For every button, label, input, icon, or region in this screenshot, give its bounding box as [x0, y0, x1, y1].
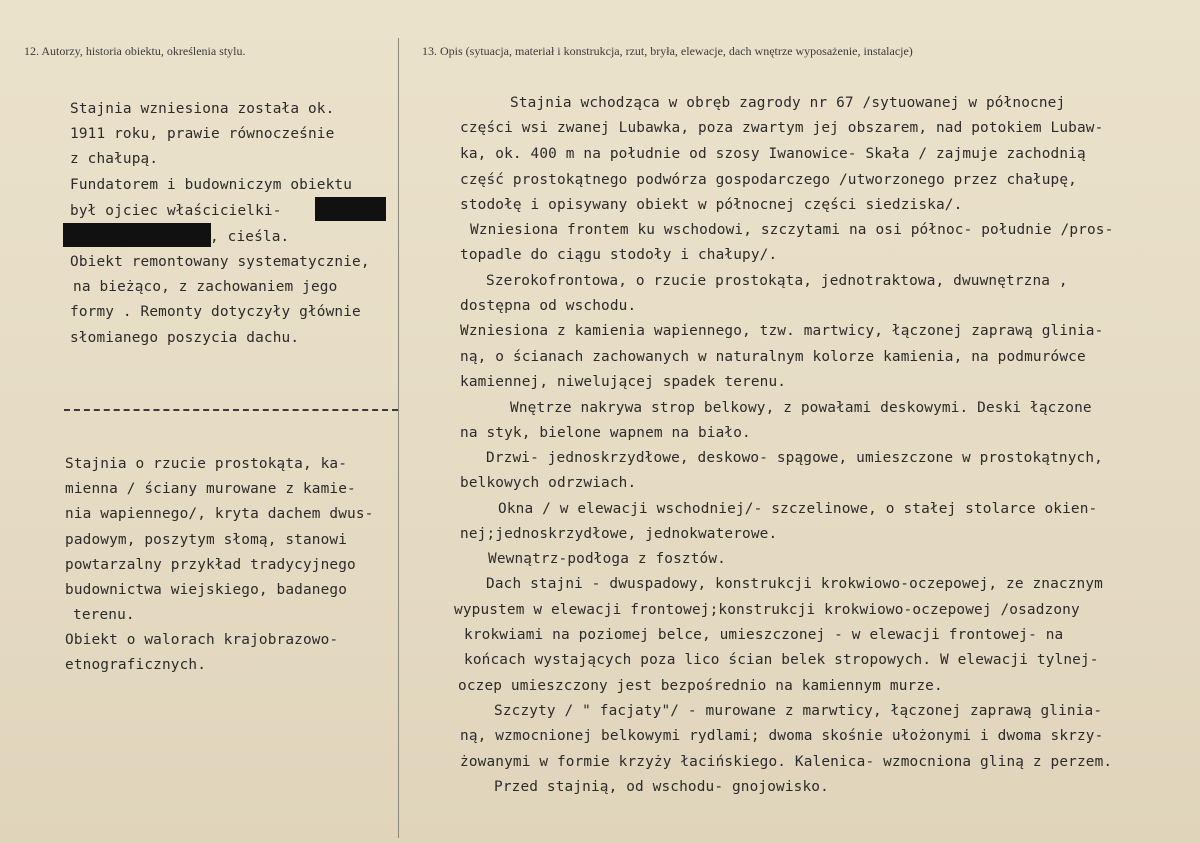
right-text-line: stodołę i opisywany obiekt w północnej części siedziska/. — [460, 197, 963, 213]
redaction-bar — [63, 223, 211, 247]
right-text-line: części wsi zwanej Lubawka, poza zwartym jej obszarem, nad potokiem Lubaw- — [460, 120, 1104, 136]
left-text-line: z chałupą. — [70, 151, 159, 167]
right-text-line: końcach wystających poza lico ścian belek stropowych. W elewacji tylnej- — [464, 652, 1099, 668]
left-text-line: powtarzalny przykład tradycyjnego — [65, 557, 356, 573]
left-text-line: mienna / ściany murowane z kamie- — [65, 481, 356, 497]
right-text-line: Szerokofrontowa, o rzucie prostokąta, jednotraktowa, dwuwnętrzna , — [486, 273, 1068, 289]
left-text-line: Obiekt o walorach krajobrazowo- — [65, 632, 339, 648]
right-text-line: topadle do ciągu stodoły i chałupy/. — [460, 247, 778, 263]
right-text-line: Przed stajnią, od wschodu- gnojowisko. — [494, 779, 829, 795]
right-text-line: Okna / w elewacji wschodniej/- szczelinowe, o stałej stolarce okien- — [498, 501, 1098, 517]
right-text-line: żowanymi w formie krzyży łacińskiego. Kalenica- wzmocniona gliną z perzem. — [460, 754, 1113, 770]
left-text-line: Obiekt remontowany systematycznie, — [70, 254, 370, 270]
right-text-line: ną, o ścianach zachowanych w naturalnym kolorze kamienia, na podmurówce — [460, 349, 1086, 365]
left-text-line: padowym, poszytym słomą, stanowi — [65, 532, 348, 548]
left-text-line: formy . Remonty dotyczyły głównie — [70, 304, 361, 320]
left-text-line: 1911 roku, prawie równocześnie — [70, 126, 335, 142]
right-text-line: oczep umieszczony jest bezpośrednio na kamiennym murze. — [458, 678, 943, 694]
right-text-line: ną, wzmocnionej belkowymi rydlami; dwoma skośnie ułożonymi i dwoma skrzy- — [460, 728, 1104, 744]
right-text-line: Dach stajni - dwuspadowy, konstrukcji krokwiowo-oczepowej, ze znacznym — [486, 576, 1103, 592]
left-text-line: , cieśla. — [210, 229, 290, 245]
left-text-line: był ojciec właścicielki- — [70, 203, 282, 219]
right-text-line: Wewnątrz-podłoga z fosztów. — [488, 551, 726, 567]
left-text-line: Stajnia wzniesiona została ok. — [70, 101, 335, 117]
column-divider — [398, 38, 399, 838]
right-column-header: 13. Opis (sytuacja, materiał i konstrukcja, rzut, bryła, elewacje, dach wnętrze wyposażenie, instalacje) — [422, 44, 913, 58]
left-text-line: na bieżąco, z zachowaniem jego — [73, 279, 338, 295]
right-text-line: Stajnia wchodząca w obręb zagrody nr 67 /sytuowanej w północnej — [510, 95, 1066, 111]
left-text-line: Stajnia o rzucie prostokąta, ka- — [65, 456, 348, 472]
right-text-line: część prostokątnego podwórza gospodarczego /utworzonego przez chałupę, — [460, 172, 1077, 188]
redaction-bar — [315, 197, 386, 221]
right-text-line: Wzniesiona z kamienia wapiennego, tzw. martwicy, łączonej zaprawą glinia- — [460, 323, 1104, 339]
right-text-line: krokwiami na poziomej belce, umieszczonej - w elewacji frontowej- na — [464, 627, 1064, 643]
left-column-header: 12. Autorzy, historia obiektu, określenia stylu. — [24, 44, 246, 58]
left-text-line: Fundatorem i budowniczym obiektu — [70, 177, 353, 193]
right-text-line: Wzniesiona frontem ku wschodowi, szczytami na osi północ- południe /pros- — [470, 222, 1114, 238]
right-text-line: nej;jednoskrzydłowe, jednokwaterowe. — [460, 526, 778, 542]
left-text-line: nia wapiennego/, kryta dachem dwus- — [65, 506, 374, 522]
right-text-line: ka, ok. 400 m na południe od szosy Iwanowice- Skała / zajmuje zachodnią — [460, 146, 1086, 162]
right-text-line: dostępna od wschodu. — [460, 298, 637, 314]
left-text-line: słomianego poszycia dachu. — [70, 330, 300, 346]
dashed-separator — [64, 409, 398, 411]
left-text-line: terenu. — [73, 607, 135, 623]
right-text-line: Szczyty / " facjaty"/ - murowane z marwticy, łączonej zaprawą glinia- — [494, 703, 1103, 719]
right-text-line: na styk, bielone wapnem na biało. — [460, 425, 751, 441]
right-text-line: kamiennej, niwelującej spadek terenu. — [460, 374, 787, 390]
right-text-line: Wnętrze nakrywa strop belkowy, z powałami deskowymi. Deski łączone — [510, 400, 1092, 416]
left-text-line: budownictwa wiejskiego, badanego — [65, 582, 348, 598]
right-text-line: Drzwi- jednoskrzydłowe, deskowo- spągowe, umieszczone w prostokątnych, — [486, 450, 1103, 466]
right-text-line: wypustem w elewacji frontowej;konstrukcji krokwiowo-oczepowej /osadzony — [454, 602, 1080, 618]
right-text-line: belkowych odrzwiach. — [460, 475, 637, 491]
left-text-line: etnograficznych. — [65, 657, 207, 673]
